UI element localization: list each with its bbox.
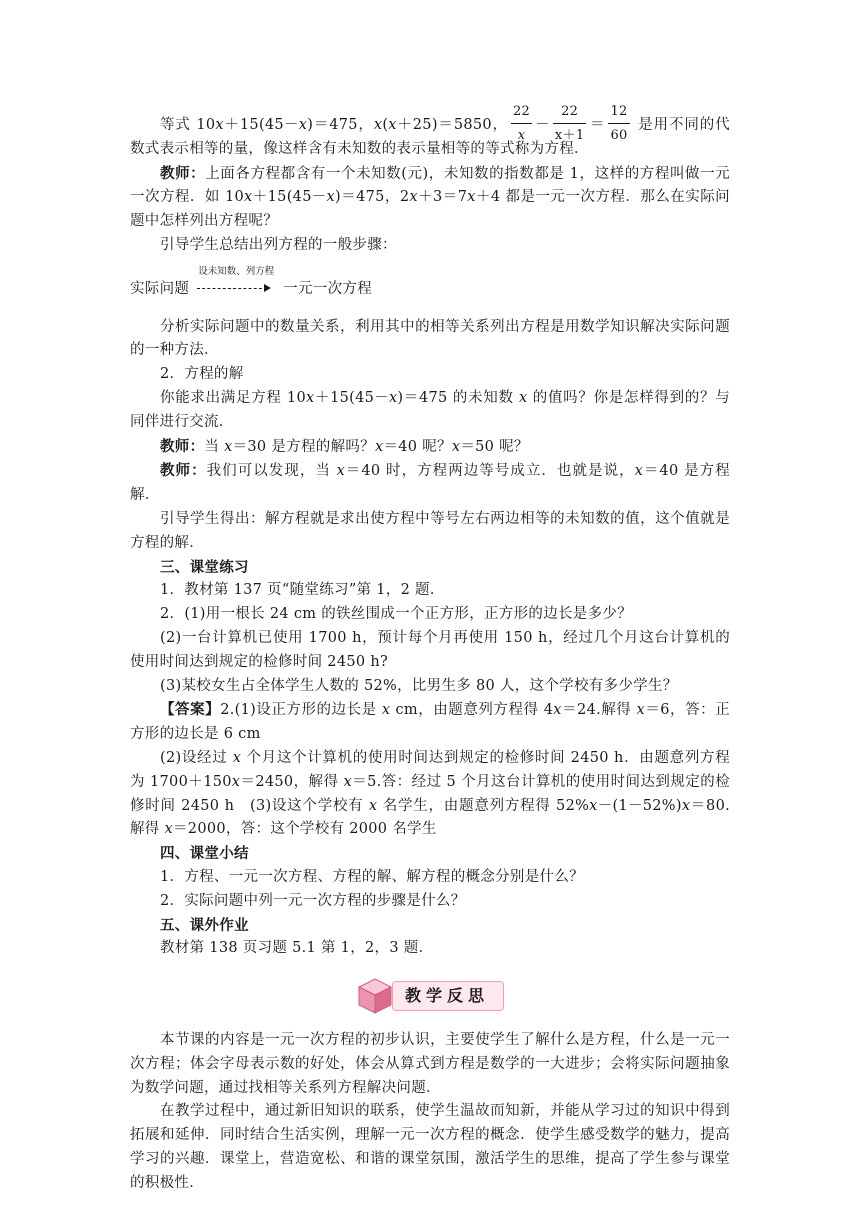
- text: )＝475 的未知数: [397, 389, 519, 406]
- speaker-label: 教师：: [160, 164, 206, 182]
- fraction: [511, 103, 532, 144]
- var-x: x: [388, 117, 397, 133]
- text: ＋15(45－: [223, 117, 299, 133]
- var-x: x: [224, 438, 233, 455]
- text: ＝40 呢？: [383, 438, 452, 455]
- exercise-2-2: (2)一台计算机已使用 1700 h，预计每个月再使用 150 h，经过几个月这台计算机的使用时间达到规定的检修时间 2450 h?: [130, 629, 730, 670]
- exercise-1: 1．教材第 137 页“随堂练习”第 1，2 题．: [160, 582, 445, 599]
- text: －: [535, 117, 550, 133]
- var-x: x: [374, 438, 384, 455]
- var-x: x: [215, 117, 224, 133]
- paragraph-teacher-question: [130, 435, 730, 460]
- fraction-denominator: x: [517, 127, 526, 143]
- var-x: x: [681, 797, 691, 814]
- text: ＝: [589, 117, 606, 133]
- text: ＋15(45－: [314, 389, 389, 406]
- homework-text: 教材第 138 页习题 5.1 第 1，2，3 题．: [160, 940, 434, 957]
- paragraph-teacher-finding: [130, 459, 730, 508]
- text: 当: [204, 438, 225, 455]
- summary-1: 1．方程、一元一次方程、方程的解、解方程的概念分别是什么？: [160, 868, 584, 885]
- var-x: x: [381, 702, 391, 719]
- text: ＝30 是方程的解吗？: [232, 438, 375, 455]
- arrow-head: [264, 284, 271, 292]
- var-x: x: [244, 189, 253, 206]
- text: )＝475，2: [335, 189, 410, 206]
- text: ＋4 都是一元一次方程．那么在实际问题中怎样列出方程呢？: [130, 189, 730, 230]
- var-x: x: [231, 773, 241, 790]
- fraction: [608, 103, 629, 144]
- reflection-paragraph-1: 本节课的内容是一元一次方程的初步认识，主要使学生了解什么是方程，什么是一元一次方程；体会字母表示数的好处，体会从算式到方程是数学的一大进步；会将实际问题抽象为数学问题，通过找相等关系列方程解决问题．: [130, 1032, 730, 1096]
- text: 等式 10: [160, 117, 216, 133]
- fraction-numerator: 22: [511, 103, 532, 124]
- text: ＋25)＝5850，: [396, 117, 508, 133]
- fraction: [553, 103, 587, 144]
- text: ＝80.解得: [130, 797, 731, 838]
- answer-part-1: [130, 698, 730, 747]
- text: 是用不同的代数式表示相等的量，像这样含有未知数的表示量相等的等式称为方程．: [130, 117, 730, 157]
- var-x: x: [634, 463, 644, 480]
- paragraph-teacher-linear-equation: [130, 162, 730, 234]
- flow-end: 一元一次方程: [283, 280, 373, 297]
- text: 2.(1)设正方形的边长是: [220, 702, 382, 719]
- var-x: x: [368, 797, 378, 814]
- paragraph-solve-question: [130, 387, 730, 435]
- text: ＝5.答：经过 5 个月这台计算机的使用时间达到规定的检修时间 2450 h (3)设这个学校有: [130, 773, 730, 814]
- answer-tag: 【答案】: [160, 701, 221, 719]
- var-x: x: [373, 117, 383, 133]
- var-x: x: [451, 438, 461, 455]
- text: ＝2450，解得: [240, 773, 344, 790]
- text: ＝40 是方程解．: [130, 463, 730, 504]
- text: cm，由题意列方程得 4: [390, 702, 554, 719]
- var-x: x: [305, 389, 315, 406]
- var-x: x: [388, 389, 398, 406]
- arrow-line: [197, 288, 267, 289]
- text: 你能求出满足方程 10: [160, 389, 306, 406]
- cube-icon: [356, 977, 394, 1015]
- reflection-paragraph-2: 在教学过程中，通过新旧知识的联系，使学生温故而知新，并能从学习过的知识中得到拓展和延伸．同时结合生活实例，理解一元一次方程的概念．使学生感受数学的魅力，提高学习的兴趣．课堂上，营造宽松、和谐的课堂氛围，激活学生的思维，提高了学生参与课堂的积极性．: [130, 1103, 730, 1191]
- paragraph-guide-steps: 引导学生总结出列方程的一般步骤：: [160, 236, 397, 253]
- section-title-summary: 四、课堂小结: [160, 845, 249, 863]
- text: 我们可以发现，当: [206, 463, 337, 480]
- fraction-denominator: x＋1: [554, 127, 585, 143]
- document-body: [130, 103, 731, 1196]
- text: 名学生，由题意列方程得 52%: [377, 797, 590, 814]
- summary-2: 2．实际问题中列一元一次方程的步骤是什么？: [160, 892, 466, 909]
- var-x: x: [518, 389, 528, 406]
- section-title-homework: 五、课外作业: [160, 916, 249, 934]
- text: ＝24.解得: [561, 702, 637, 719]
- var-x: x: [326, 189, 335, 206]
- var-x: x: [298, 117, 308, 133]
- fraction-denominator: 60: [610, 127, 628, 143]
- fraction-numerator: 12: [608, 103, 629, 124]
- section-title-practice: 三、课堂练习: [160, 558, 249, 576]
- text: 的值吗？你是怎样得到的？与同伴进行交流．: [130, 389, 730, 430]
- flow-diagram: [130, 265, 730, 302]
- text: (2)设经过: [160, 749, 233, 766]
- speaker-label: 教师：: [160, 437, 205, 455]
- banner-title: 教学反思: [392, 981, 504, 1011]
- exercise-2-1: 2．(1)用一根长 24 cm 的铁丝围成一个正方形，正方形的边长是多少？: [160, 606, 633, 623]
- fraction-numerator: 22: [553, 103, 587, 124]
- reflection-banner: [130, 977, 730, 1015]
- var-x: x: [232, 749, 242, 766]
- arrow-label: 设未知数、列方程: [198, 265, 275, 277]
- var-x: x: [343, 773, 352, 790]
- text: 上面各方程都含有一个未知数(元)，未知数的指数都是 1，这样的方程叫做一元一次方程．如 10: [130, 165, 730, 206]
- text: ＝2000，答：这个学校有 2000 名学生: [173, 821, 437, 838]
- exercise-2-3: (3)某校女生占全体学生人数的 52%，比男生多 80 人，这个学校有多少学生？: [160, 677, 678, 694]
- var-x: x: [589, 797, 598, 814]
- answer-part-2: [130, 747, 730, 842]
- var-x: x: [409, 189, 418, 206]
- text: 个月这个计算机的使用时间达到规定的检修时间 2450 h．由题意列方程为 1700＋150: [130, 749, 730, 790]
- flow-start: 实际问题: [130, 280, 190, 297]
- var-x: x: [336, 463, 346, 480]
- text: ＋3＝7: [417, 189, 468, 206]
- paragraph-analysis: 分析实际问题中的数量关系，利用其中的相等关系列出方程是用数学知识解决实际问题的一种方法．: [130, 318, 730, 359]
- paragraph-equation-definition: [130, 103, 730, 162]
- var-x: x: [636, 702, 645, 719]
- text: (: [382, 117, 389, 133]
- text: ＋15(45－: [252, 189, 327, 206]
- speaker-label: 教师：: [160, 462, 207, 480]
- heading-solution: 2．方程的解: [160, 366, 244, 383]
- arrow-icon: [195, 265, 277, 297]
- text: －(1－52%): [597, 797, 682, 814]
- paragraph-solution-definition: 引导学生得出：解方程就是求出使方程中等号左右两边相等的未知数的值，这个值就是方程的解．: [130, 510, 730, 551]
- var-x: x: [553, 702, 562, 719]
- var-x: x: [164, 821, 173, 838]
- var-x: x: [467, 189, 476, 206]
- text: )＝475，: [307, 117, 374, 133]
- text: ＝50 呢？: [460, 438, 529, 455]
- text: ＝40 时，方程两边等号成立．也就是说，: [345, 463, 635, 480]
- text: ＝6，答：正方形的边长是 6 cm: [130, 702, 730, 743]
